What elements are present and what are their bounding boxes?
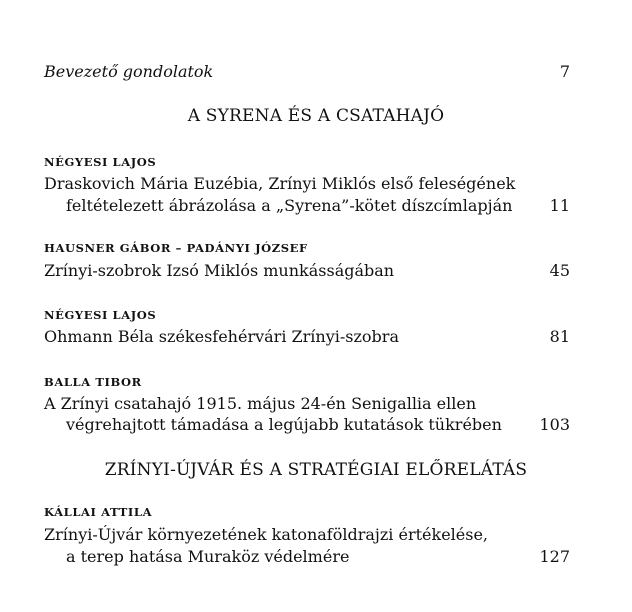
entry-page-number: 81	[549, 327, 570, 346]
entry-author: NÉGYESI LAJOS	[44, 155, 157, 169]
entry-title-line: A Zrínyi csatahajó 1915. május 24-én Senigallia ellen	[44, 394, 477, 413]
entry-title-line: a terep hatása Muraköz védelmére	[66, 547, 350, 566]
entry-title-line: Zrínyi-Újvár környezetének katonaföldrajzi értékelése,	[44, 525, 489, 544]
entry-author: NÉGYESI LAJOS	[44, 308, 157, 322]
entry-page-number: 11	[549, 196, 570, 215]
entry-author: HAUSNER GÁBOR – PADÁNYI JÓZSEF	[44, 241, 308, 255]
entry-title-line: végrehajtott támadása a legújabb kutatások tükrében	[66, 415, 502, 434]
intro-title: Bevezető gondolatok	[44, 62, 214, 81]
entry-title-line: Ohmann Béla székesfehérvári Zrínyi-szobra	[44, 327, 399, 346]
entry-page-number: 45	[549, 261, 570, 280]
intro-page-number: 7	[559, 62, 570, 81]
entry-page-number: 103	[539, 415, 570, 434]
section-heading: A SYRENA ÉS A CSATAHAJÓ	[187, 106, 445, 126]
entry-title-line: Draskovich Mária Euzébia, Zrínyi Miklós első feleségének	[44, 174, 516, 193]
entry-author: BALLA TIBOR	[44, 375, 142, 389]
entry-page-number: 127	[539, 547, 570, 566]
entry-author: KÁLLAI ATTILA	[44, 505, 153, 519]
section-heading: ZRÍNYI-ÚJVÁR ÉS A STRATÉGIAI ELŐRELÁTÁS	[104, 460, 528, 480]
entry-title-line: Zrínyi-szobrok Izsó Miklós munkásságában	[44, 261, 395, 280]
entry-title-line: feltételezett ábrázolása a „Syrena”-kötet díszcímlapján	[66, 196, 513, 215]
